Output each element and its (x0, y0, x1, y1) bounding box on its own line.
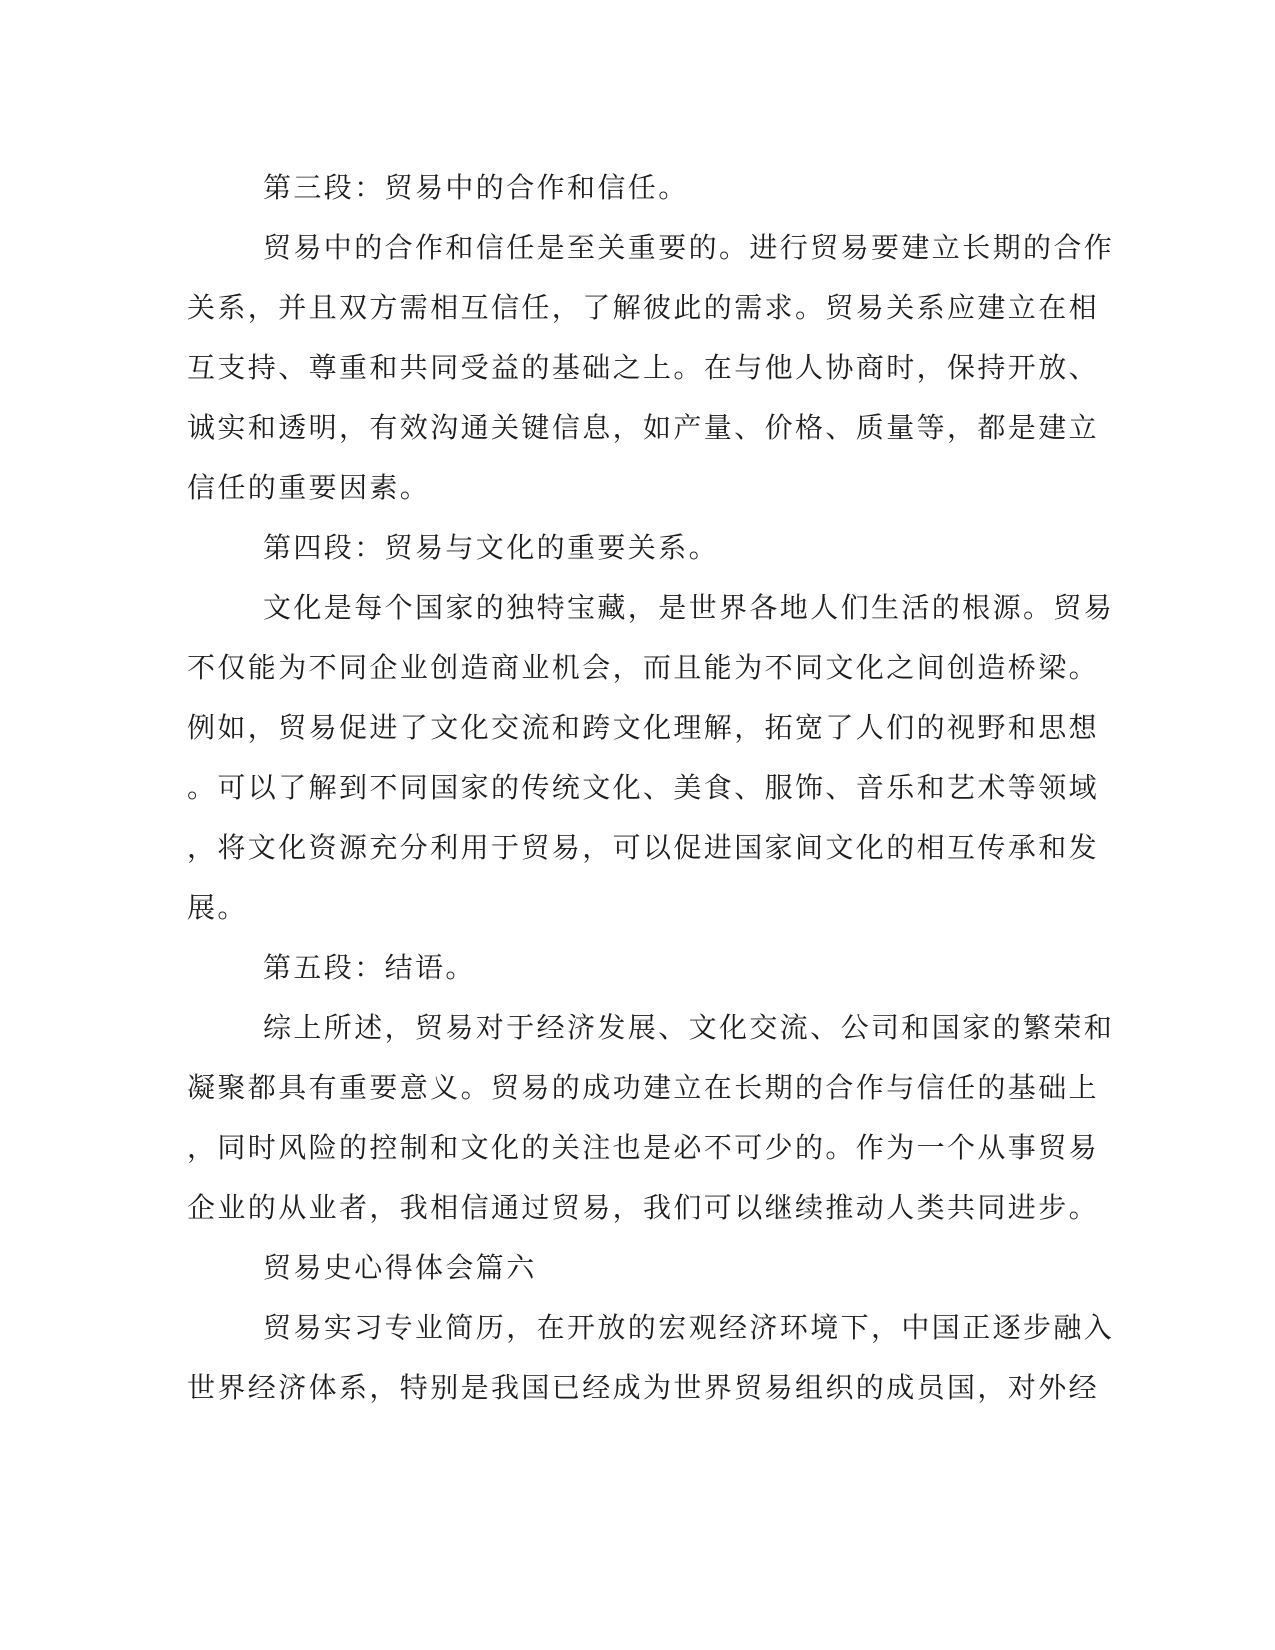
text-line: 关系，并且双方需相互信任，了解彼此的需求。贸易关系应建立在相 (187, 291, 1100, 324)
text-line: 第四段：贸易与文化的重要关系。 (263, 531, 720, 564)
text-line: 综上所述，贸易对于经济发展、文化交流、公司和国家的繁荣和 (263, 1011, 1115, 1044)
text-line: 贸易实习专业简历，在开放的宏观经济环境下，中国正逐步融入 (263, 1311, 1115, 1344)
document-body (187, 158, 1115, 1418)
text-line: 第五段：结语。 (263, 951, 476, 984)
body-paragraph (187, 998, 1115, 1238)
body-paragraph (187, 1298, 1115, 1418)
text-line: 。可以了解到不同国家的传统文化、美食、服饰、音乐和艺术等领域 (187, 771, 1100, 804)
text-line: 文化是每个国家的独特宝藏，是世界各地人们生活的根源。贸易 (263, 591, 1115, 624)
section-heading (187, 518, 1067, 578)
text-line: ，将文化资源充分利用于贸易，可以促进国家间文化的相互传承和发 (187, 831, 1100, 864)
text-line: 例如，贸易促进了文化交流和跨文化理解，拓宽了人们的视野和思想 (187, 711, 1100, 744)
body-paragraph (187, 218, 1115, 518)
text-line: 凝聚都具有重要意义。贸易的成功建立在长期的合作与信任的基础上 (187, 1071, 1100, 1104)
section-heading (187, 938, 1067, 998)
text-line: 诚实和透明，有效沟通关键信息，如产量、价格、质量等，都是建立 (187, 411, 1100, 444)
text-line: 第三段：贸易中的合作和信任。 (263, 171, 689, 204)
text-line: 贸易史心得体会篇六 (263, 1251, 537, 1284)
text-line: 互支持、尊重和共同受益的基础之上。在与他人协商时，保持开放、 (187, 351, 1100, 384)
section-heading (187, 158, 1067, 218)
section-heading (187, 1238, 1067, 1298)
body-paragraph (187, 578, 1115, 938)
text-line: 企业的从业者，我相信通过贸易，我们可以继续推动人类共同进步。 (187, 1191, 1100, 1224)
text-line: 信任的重要因素。 (187, 471, 431, 504)
text-line: 展。 (187, 891, 248, 924)
text-line: 不仅能为不同企业创造商业机会，而且能为不同文化之间创造桥梁。 (187, 651, 1100, 684)
text-line: ，同时风险的控制和文化的关注也是必不可少的。作为一个从事贸易 (187, 1131, 1100, 1164)
text-line: 贸易中的合作和信任是至关重要的。进行贸易要建立长期的合作 (263, 231, 1115, 264)
text-line: 世界经济体系，特别是我国已经成为世界贸易组织的成员国，对外经 (187, 1371, 1100, 1404)
